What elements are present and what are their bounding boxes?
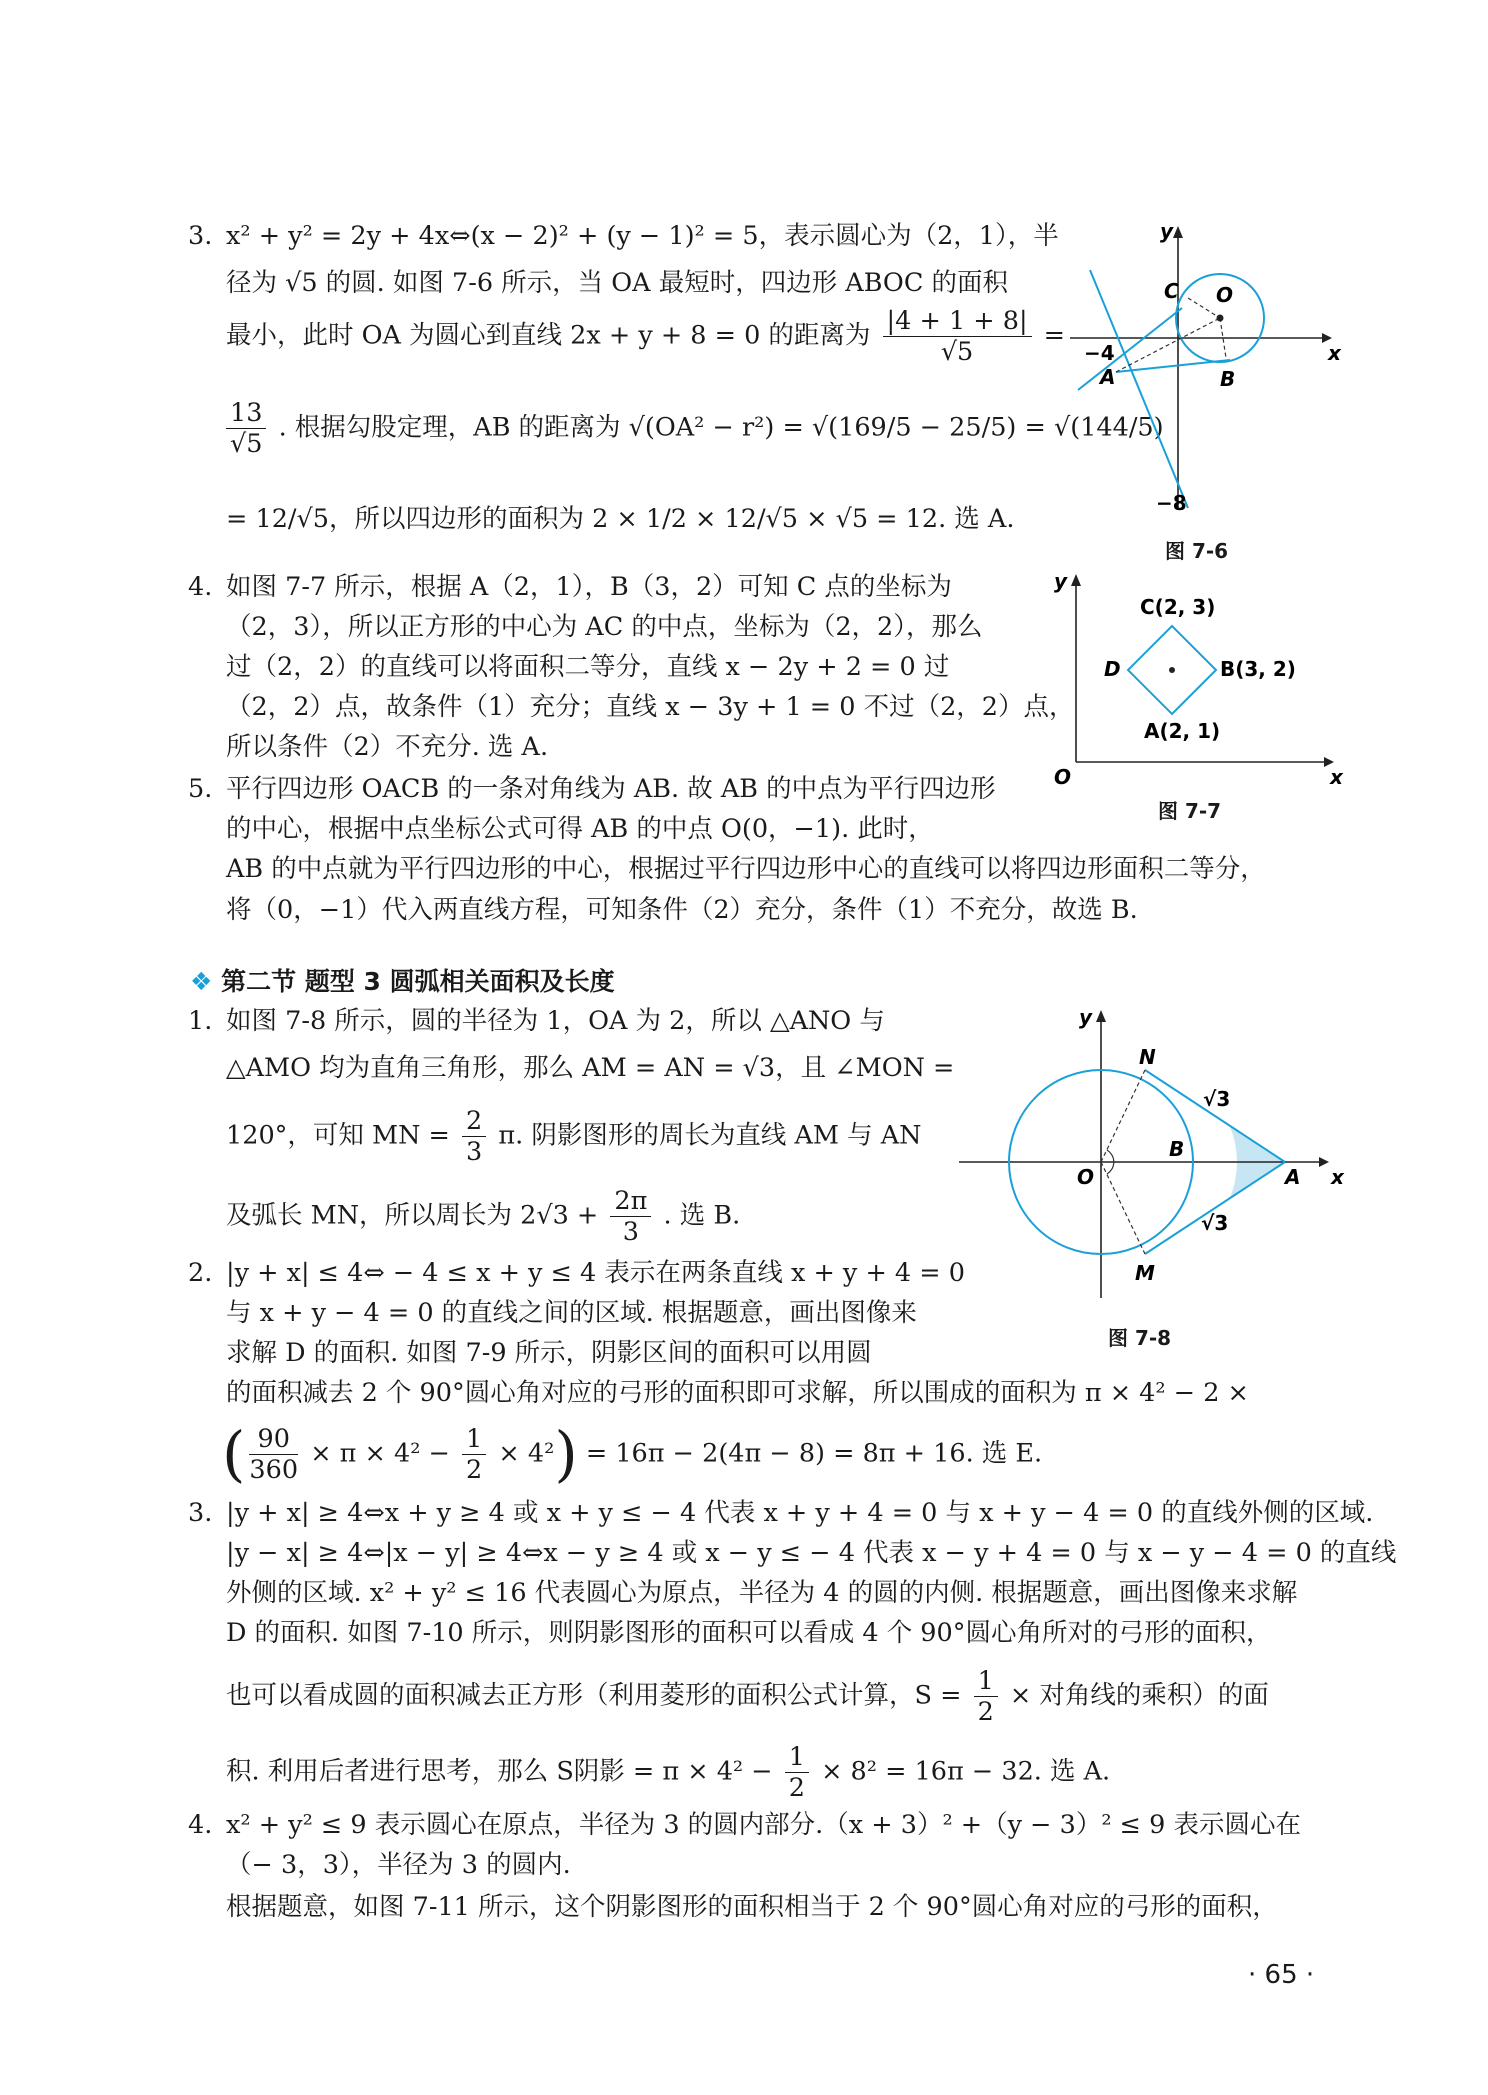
item-number: 3. bbox=[188, 1498, 213, 1528]
denominator: √5 bbox=[229, 429, 263, 459]
label-x: x bbox=[1330, 765, 1343, 789]
text-segment: . 根据勾股定理，AB 的距离为 bbox=[278, 412, 621, 443]
denominator: 3 bbox=[466, 1137, 483, 1167]
tangent-line bbox=[1090, 270, 1188, 508]
text-segment: √(OA² − r²) = √(169/5 − 25/5) = √(144/5) bbox=[628, 412, 1164, 443]
diamond-bullet-icon: ❖ bbox=[190, 967, 213, 996]
text-line: AB 的中点就为平行四边形的中心，根据过平行四边形中心的直线可以将四边形面积二等分， bbox=[226, 854, 1266, 884]
text-line: |y + x| ≤ 4⇔ − 4 ≤ x + y ≤ 4 表示在两条直线 x + y + 4 = 0 bbox=[226, 1258, 965, 1288]
text-segment: 最小，此时 OA 为圆心到直线 2x + y + 8 = 0 的距离为 bbox=[226, 320, 871, 351]
label-x: x bbox=[1328, 341, 1341, 365]
numerator: 90 bbox=[249, 1424, 298, 1455]
label-d: D bbox=[1104, 657, 1121, 681]
fraction bbox=[785, 1742, 809, 1803]
label-o: O bbox=[1216, 283, 1234, 307]
text-segment: × π × 4² − bbox=[310, 1438, 450, 1469]
y-axis-arrow-icon bbox=[1173, 226, 1183, 238]
text-line: 如图 7-7 所示，根据 A（2，1），B（3，2）可知 C 点的坐标为 bbox=[226, 572, 952, 602]
text-line: （− 3，3），半径为 3 的圆内. bbox=[226, 1850, 571, 1880]
text-line: 过（2，2）的直线可以将面积二等分，直线 x − 2y + 2 = 0 过 bbox=[226, 652, 950, 682]
text-line: 求解 D 的面积. 如图 7-9 所示，阴影区间的面积可以用圆 bbox=[226, 1338, 872, 1368]
label-a: A(2, 1) bbox=[1144, 719, 1221, 743]
item-number: 4. bbox=[188, 572, 213, 602]
item-number: 2. bbox=[188, 1258, 213, 1288]
text-line: 径为 √5 的圆. 如图 7-6 所示，当 OA 最短时，四边形 ABOC 的面积 bbox=[226, 268, 1008, 298]
fraction bbox=[226, 398, 266, 459]
y-axis-arrow-icon bbox=[1096, 1010, 1106, 1022]
section-heading bbox=[190, 962, 615, 998]
numerator: 1 bbox=[462, 1424, 486, 1455]
text-line: （2，3），所以正方形的中心为 AC 的中点，坐标为（2，2），那么 bbox=[226, 612, 983, 642]
item-number: 5. bbox=[188, 774, 213, 804]
tangent-ab bbox=[1116, 360, 1230, 372]
label-b: B(3, 2) bbox=[1220, 657, 1296, 681]
denominator: 2 bbox=[788, 1773, 805, 1803]
figure-caption: 图 7-7 bbox=[1158, 799, 1222, 823]
text-segment: 积. 利用后者进行思考，那么 S阴影 = π × 4² − bbox=[226, 1756, 773, 1787]
fraction bbox=[462, 1106, 486, 1167]
text-line: D 的面积. 如图 7-10 所示，则阴影图形的面积可以看成 4 个 90°圆心角所对的弓形的面积， bbox=[226, 1618, 1272, 1648]
text-segment: = bbox=[1043, 320, 1066, 351]
text-line: 根据题意，如图 7-11 所示，这个阴影图形的面积相当于 2 个 90°圆心角对应的弓形的面积， bbox=[226, 1892, 1278, 1922]
denominator: 3 bbox=[622, 1217, 640, 1247]
text-line bbox=[222, 398, 1164, 459]
numerator: 1 bbox=[974, 1666, 998, 1697]
text-line bbox=[222, 1419, 1043, 1490]
label-c: C(2, 3) bbox=[1140, 595, 1216, 619]
denominator: 2 bbox=[977, 1697, 994, 1727]
item-number: 3. bbox=[188, 221, 213, 251]
text-line: |y + x| ≥ 4⇔x + y ≥ 4 或 x + y ≤ − 4 代表 x + y + 4 = 0 与 x + y − 4 = 0 的直线外侧的区域. bbox=[226, 1498, 1374, 1528]
text-segment: π. 阴影图形的周长为直线 AM 与 AN bbox=[498, 1120, 922, 1151]
label-minus8: −8 bbox=[1156, 491, 1187, 515]
fraction bbox=[249, 1424, 298, 1485]
page-number: · 65 · bbox=[1248, 1960, 1315, 1990]
numerator: 2 bbox=[462, 1106, 486, 1137]
numerator: 2π bbox=[610, 1186, 651, 1217]
text-line: 与 x + y − 4 = 0 的直线之间的区域. 根据题意，画出图像来 bbox=[226, 1298, 917, 1328]
text-segment: 120°，可知 MN = bbox=[226, 1120, 450, 1151]
paren: ( bbox=[222, 1419, 246, 1490]
text-segment: . 选 B. bbox=[663, 1200, 741, 1231]
text-segment: × 8² = 16π − 32. 选 A. bbox=[821, 1756, 1111, 1787]
text-line: 外侧的区域. x² + y² ≤ 16 代表圆心为原点，半径为 4 的圆的内侧. 根据题意，画出图像来求解 bbox=[226, 1578, 1298, 1608]
text-line bbox=[226, 1186, 740, 1247]
label-sqrt3-top: √3 bbox=[1203, 1087, 1231, 1111]
label-minus4: −4 bbox=[1084, 341, 1115, 365]
text-line: x² + y² ≤ 9 表示圆心在原点，半径为 3 的圆内部分.（x + 3）² +（y − 3）² ≤ 9 表示圆心在 bbox=[226, 1810, 1301, 1840]
text-line: 将（0，−1）代入两直线方程，可知条件（2）充分，条件（1）不充分，故选 B. bbox=[226, 895, 1138, 925]
center-point bbox=[1217, 315, 1224, 322]
figure-7-8 bbox=[955, 1000, 1350, 1310]
text-line: 的面积减去 2 个 90°圆心角对应的弓形的面积即可求解，所以围成的面积为 π × 4² − 2 × bbox=[226, 1378, 1249, 1408]
figure-7-7 bbox=[1040, 570, 1350, 790]
text-line: = 12/√5，所以四边形的面积为 2 × 1/2 × 12/√5 × √5 = 12. 选 A. bbox=[226, 504, 1015, 534]
text-line: △AMO 均为直角三角形，那么 AM = AN = √3，且 ∠MON = bbox=[226, 1053, 955, 1083]
center-point bbox=[1169, 667, 1175, 673]
text-line: 的中心，根据中点坐标公式可得 AB 的中点 O(0，−1). 此时， bbox=[226, 814, 934, 844]
numerator: |4 + 1 + 8| bbox=[883, 306, 1032, 337]
label-c: C bbox=[1164, 279, 1179, 303]
label-b: B bbox=[1220, 367, 1236, 391]
paren: ) bbox=[554, 1419, 578, 1490]
text-line bbox=[226, 306, 1065, 367]
fraction bbox=[974, 1666, 998, 1727]
y-axis-arrow-icon bbox=[1071, 574, 1081, 586]
label-sqrt3-bottom: √3 bbox=[1201, 1211, 1229, 1235]
text-line bbox=[226, 1666, 1269, 1727]
text-line: x² + y² = 2y + 4x⇔(x − 2)² + (y − 1)² = 5，表示圆心为（2，1），半 bbox=[226, 221, 1059, 251]
text-line bbox=[226, 1742, 1110, 1803]
numerator: 13 bbox=[226, 398, 266, 429]
x-axis-arrow-icon bbox=[1319, 1157, 1329, 1167]
figure-caption: 图 7-6 bbox=[1165, 539, 1229, 563]
text-line: （2，2）点，故条件（1）充分；直线 x − 3y + 1 = 0 不过（2，2）点， bbox=[226, 692, 1075, 722]
figure-7-6 bbox=[1060, 210, 1350, 530]
denominator: 2 bbox=[466, 1455, 483, 1485]
fraction bbox=[610, 1186, 651, 1247]
fraction bbox=[462, 1424, 486, 1485]
text-segment: × 4² bbox=[498, 1438, 555, 1469]
text-line: |y − x| ≥ 4⇔|x − y| ≥ 4⇔x − y ≥ 4 或 x − y ≤ − 4 代表 x − y + 4 = 0 与 x − y − 4 = 0 的直线 bbox=[226, 1538, 1397, 1568]
radius-om bbox=[1101, 1162, 1145, 1254]
fraction bbox=[883, 306, 1032, 367]
radius-on bbox=[1101, 1070, 1145, 1162]
label-o: O bbox=[1054, 765, 1072, 789]
label-b: B bbox=[1169, 1137, 1185, 1161]
section-heading-text: 第二节 题型 3 圆弧相关面积及长度 bbox=[221, 967, 615, 996]
text-segment: 及弧长 MN，所以周长为 2√3 + bbox=[226, 1200, 599, 1231]
text-segment: = 16π − 2(4π − 8) = 8π + 16. 选 E. bbox=[585, 1438, 1043, 1469]
numerator: 1 bbox=[785, 1742, 809, 1773]
label-n: N bbox=[1139, 1045, 1156, 1069]
label-a: A bbox=[1285, 1165, 1301, 1189]
label-y: y bbox=[1054, 570, 1068, 593]
segment-oa bbox=[1116, 318, 1220, 372]
text-segment: × 对角线的乘积）的面 bbox=[1009, 1680, 1269, 1711]
label-m: M bbox=[1135, 1261, 1155, 1285]
figure-caption: 图 7-8 bbox=[1108, 1326, 1172, 1350]
text-line: 平行四边形 OACB 的一条对角线为 AB. 故 AB 的中点为平行四边形 bbox=[226, 774, 996, 804]
label-o: O bbox=[1077, 1165, 1095, 1189]
denominator: √5 bbox=[940, 337, 974, 367]
label-y: y bbox=[1160, 219, 1174, 243]
label-y: y bbox=[1079, 1005, 1093, 1029]
text-line bbox=[226, 1106, 921, 1167]
text-segment: 也可以看成圆的面积减去正方形（利用菱形的面积公式计算，S = bbox=[226, 1680, 962, 1711]
item-number: 4. bbox=[188, 1810, 213, 1840]
text-line: 如图 7-8 所示，圆的半径为 1，OA 为 2，所以 △ANO 与 bbox=[226, 1006, 885, 1036]
item-number: 1. bbox=[188, 1006, 213, 1036]
label-a: A bbox=[1100, 365, 1116, 389]
text-line: 所以条件（2）不充分. 选 A. bbox=[226, 732, 549, 762]
denominator: 360 bbox=[249, 1455, 299, 1485]
label-x: x bbox=[1331, 1165, 1344, 1189]
